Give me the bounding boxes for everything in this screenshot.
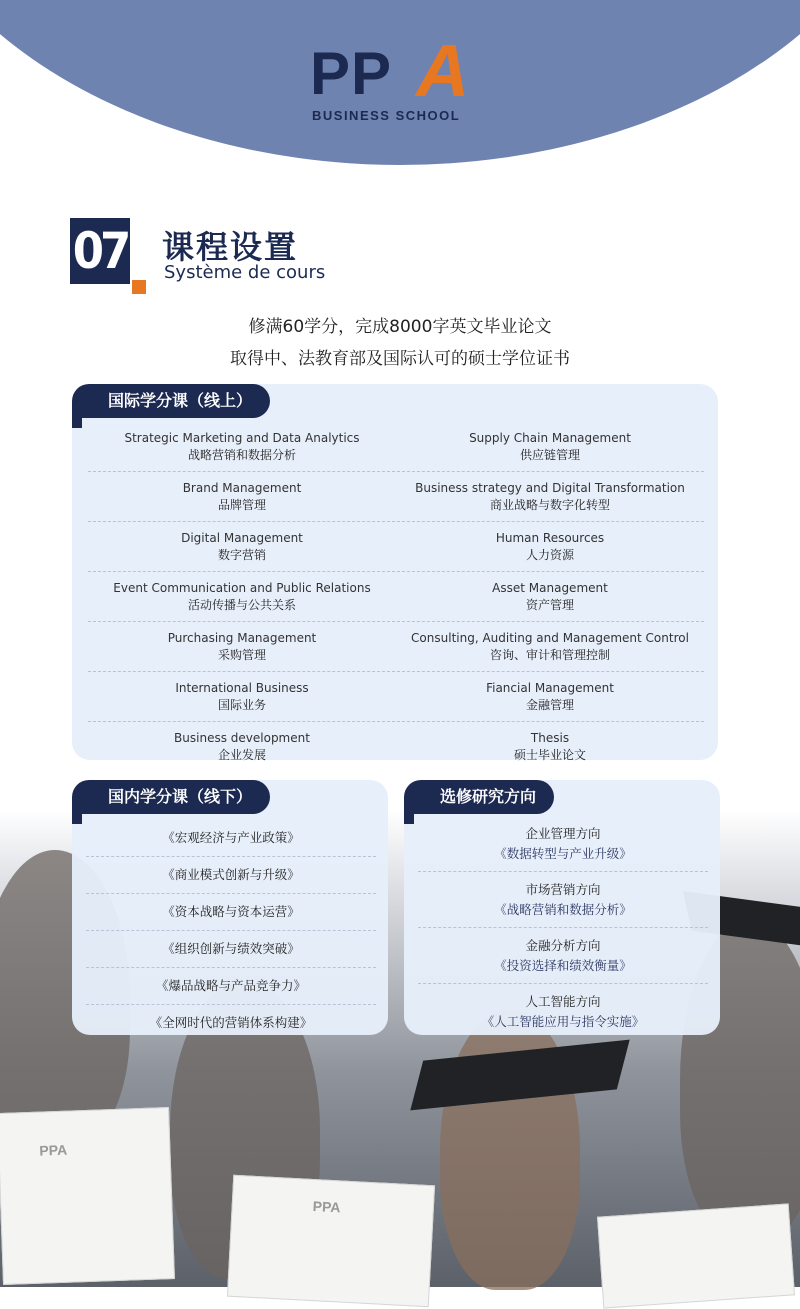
- course-name-cn: 金融管理: [525, 697, 574, 712]
- course-cell: [88, 422, 396, 471]
- ppa-logo: [310, 29, 490, 132]
- course-name-en: Business strategy and Digital Transformation: [415, 480, 685, 495]
- elective-title: 人工智能方向: [525, 993, 601, 1009]
- list-item: 《组织创新与绩效突破》: [86, 931, 376, 968]
- course-row: [88, 422, 704, 472]
- list-item: 《全网时代的营销体系构建》: [149, 1015, 313, 1030]
- logo-letters: PP: [310, 40, 393, 107]
- intro-line-1: 修满60学分，完成8000字英文毕业论文: [248, 317, 552, 337]
- course-name-cn: 企业发展: [217, 747, 266, 762]
- elective-title: 企业管理方向: [525, 825, 601, 841]
- course-row: [88, 572, 704, 622]
- course-name-cn: 资产管理: [525, 597, 574, 612]
- diploma-certificate: [597, 1203, 795, 1308]
- logo-accent-letter: A: [416, 29, 470, 112]
- course-cell: [88, 572, 396, 621]
- elective-course: 《投资选择和绩效衡量》: [494, 957, 632, 973]
- course-cell: [88, 472, 396, 521]
- course-name-en: Human Resources: [495, 530, 605, 545]
- elective-course: 《战略营销和数据分析》: [494, 901, 632, 917]
- course-cell: [88, 522, 396, 571]
- course-name-en: Strategic Marketing and Data Analytics: [124, 430, 360, 445]
- diploma-certificate: [227, 1175, 435, 1307]
- section-accent-square: [132, 280, 146, 294]
- course-row: [88, 472, 704, 522]
- elective-title: 市场营销方向: [525, 881, 601, 897]
- international-courses-tab: 国际学分课（线上）: [72, 384, 270, 418]
- section-number: 07: [70, 218, 130, 284]
- course-name-en: International Business: [175, 680, 309, 695]
- elective-course: 《人工智能应用与指令实施》: [481, 1013, 645, 1029]
- certificate-logo: PPA: [39, 1141, 68, 1159]
- course-name-cn: 国际业务: [217, 697, 266, 712]
- course-cell: [396, 422, 704, 471]
- course-name-en: Asset Management: [492, 580, 608, 595]
- list-item: 《宏观经济与产业政策》: [86, 820, 376, 857]
- course-name-cn: 咨询、审计和管理控制: [489, 647, 610, 662]
- course-name-cn: 数字营销: [217, 547, 266, 562]
- list-item: 《爆品战略与产品竞争力》: [86, 968, 376, 1005]
- course-cell: [396, 472, 704, 521]
- domestic-courses-panel: [72, 780, 388, 1035]
- elective-item: [418, 816, 708, 872]
- elective-directions-tab: 选修研究方向: [404, 780, 554, 814]
- course-cell: [396, 672, 704, 721]
- domestic-courses-tab: 国内学分课（线下）: [72, 780, 270, 814]
- course-name-en: Fiancial Management: [486, 680, 614, 695]
- domestic-course-list: [86, 820, 376, 1041]
- diploma-certificate: [0, 1107, 175, 1285]
- course-row: [88, 622, 704, 672]
- course-name-en: Supply Chain Management: [469, 430, 631, 445]
- course-name-en: Thesis: [530, 730, 570, 745]
- elective-item: [418, 928, 708, 984]
- course-name-cn: 供应链管理: [519, 447, 580, 462]
- course-name-en: Brand Management: [182, 480, 302, 495]
- course-row: [88, 722, 704, 771]
- course-name-cn: 采购管理: [217, 647, 266, 662]
- list-item: 《资本战略与资本运营》: [86, 894, 376, 931]
- course-cell: [396, 572, 704, 621]
- course-name-cn: 品牌管理: [217, 497, 266, 512]
- elective-directions-panel: [404, 780, 720, 1035]
- course-cell: [88, 722, 396, 771]
- course-name-cn: 战略营销和数据分析: [187, 447, 296, 462]
- intro-line-2: 取得中、法教育部及国际认可的硕士学位证书: [230, 349, 570, 369]
- course-name-en: Consulting, Auditing and Management Control: [411, 630, 689, 645]
- course-name-en: Digital Management: [181, 530, 303, 545]
- certificate-logo: PPA: [312, 1198, 341, 1216]
- course-cell: [396, 522, 704, 571]
- course-name-cn: 活动传播与公共关系: [187, 597, 296, 612]
- course-name-cn: 人力资源: [525, 547, 574, 562]
- course-name-en: Purchasing Management: [167, 630, 317, 645]
- list-item: 《商业模式创新与升级》: [86, 857, 376, 894]
- course-name-cn: 硕士毕业论文: [513, 747, 586, 762]
- course-cell: [88, 622, 396, 671]
- international-courses-panel: [72, 384, 718, 760]
- course-name-en: Event Communication and Public Relations: [113, 580, 371, 595]
- course-row: [88, 672, 704, 722]
- course-row: [88, 522, 704, 572]
- section-subtitle: Système de cours: [164, 262, 326, 283]
- course-name-en: Business development: [174, 730, 310, 745]
- section-title: 课程设置: [162, 228, 299, 266]
- logo-subtitle: BUSINESS SCHOOL: [312, 108, 461, 123]
- course-cell: [88, 672, 396, 721]
- course-cell: [396, 622, 704, 671]
- elective-item: [418, 984, 708, 1039]
- international-course-grid: [88, 422, 704, 771]
- elective-title: 金融分析方向: [525, 937, 601, 953]
- elective-direction-list: [418, 816, 708, 1039]
- elective-item: [418, 872, 708, 928]
- course-name-cn: 商业战略与数字化转型: [489, 497, 610, 512]
- elective-course: 《数据转型与产业升级》: [494, 845, 632, 861]
- course-cell: [396, 722, 704, 771]
